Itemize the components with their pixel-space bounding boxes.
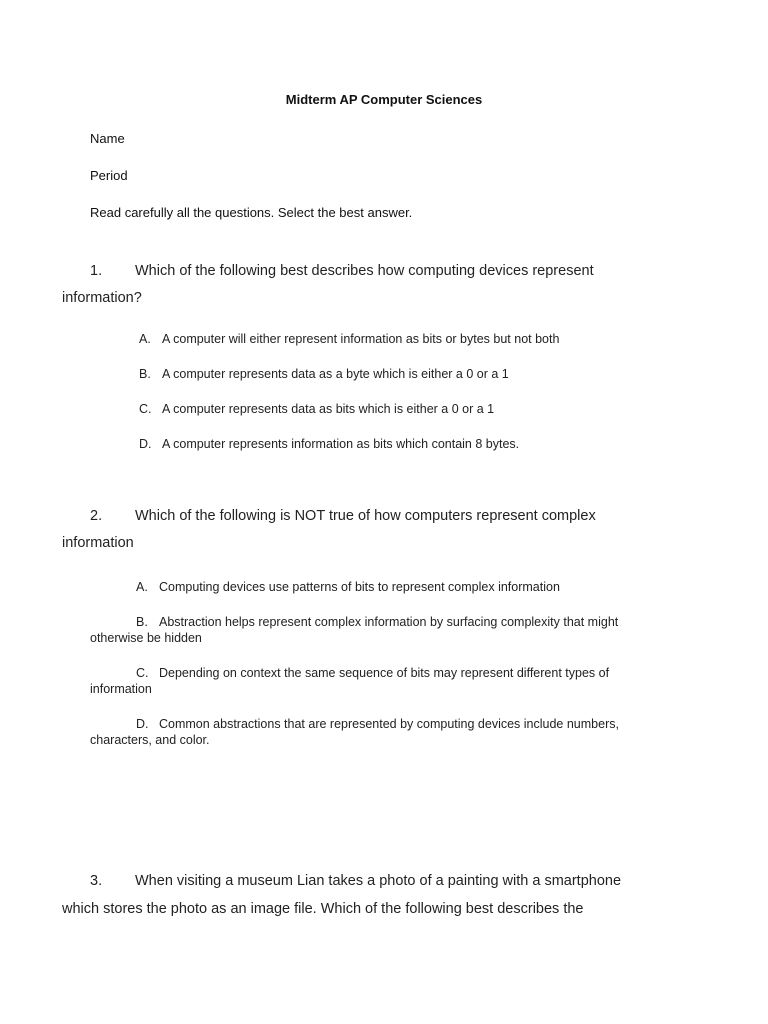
question-number: 1. (90, 263, 103, 279)
option-letter: A. (139, 332, 151, 346)
question-text-line: information? (62, 290, 142, 306)
option-letter: C. (136, 666, 149, 680)
question-text-line: Which of the following best describes how computing devices represent (135, 263, 594, 279)
option-text: Common abstractions that are represented by computing devices include numbers, (159, 717, 619, 731)
option-letter: C. (139, 402, 152, 416)
option-letter: B. (136, 615, 148, 629)
question-text-line: When visiting a museum Lian takes a photo of a painting with a smartphone (135, 873, 622, 889)
question-number: 2. (90, 508, 103, 524)
option-text: Abstraction helps represent complex information by surfacing complexity that might (159, 615, 619, 629)
option-letter: A. (136, 580, 148, 594)
option-text-continued: information (90, 682, 152, 696)
question-text-line: which stores the photo as an image file. Which of the following best describes the (62, 901, 584, 917)
document-title: Midterm AP Computer Sciences (285, 92, 483, 107)
option-letter: D. (136, 717, 149, 731)
instructions-text: Read carefully all the questions. Select the best answer. (90, 205, 413, 220)
option-text: A computer will either represent information as bits or bytes but not both (162, 332, 560, 346)
option-text: A computer represents information as bits which contain 8 bytes. (162, 437, 520, 451)
option-text: Depending on context the same sequence of bits may represent different types of (159, 666, 610, 680)
option-letter: B. (139, 367, 151, 381)
option-text-continued: characters, and color. (90, 733, 210, 747)
option-text-continued: otherwise be hidden (90, 631, 202, 645)
option-text: A computer represents data as a byte which is either a 0 or a 1 (162, 367, 509, 381)
question-text-line: Which of the following is NOT true of how computers represent complex (135, 508, 596, 524)
name-label: Name (90, 131, 125, 146)
option-text: A computer represents data as bits which is either a 0 or a 1 (162, 402, 495, 416)
period-label: Period (90, 168, 128, 183)
question-text-line: information (62, 535, 134, 551)
option-letter: D. (139, 437, 152, 451)
question-number: 3. (90, 873, 103, 889)
option-text: Computing devices use patterns of bits to represent complex information (159, 580, 560, 594)
